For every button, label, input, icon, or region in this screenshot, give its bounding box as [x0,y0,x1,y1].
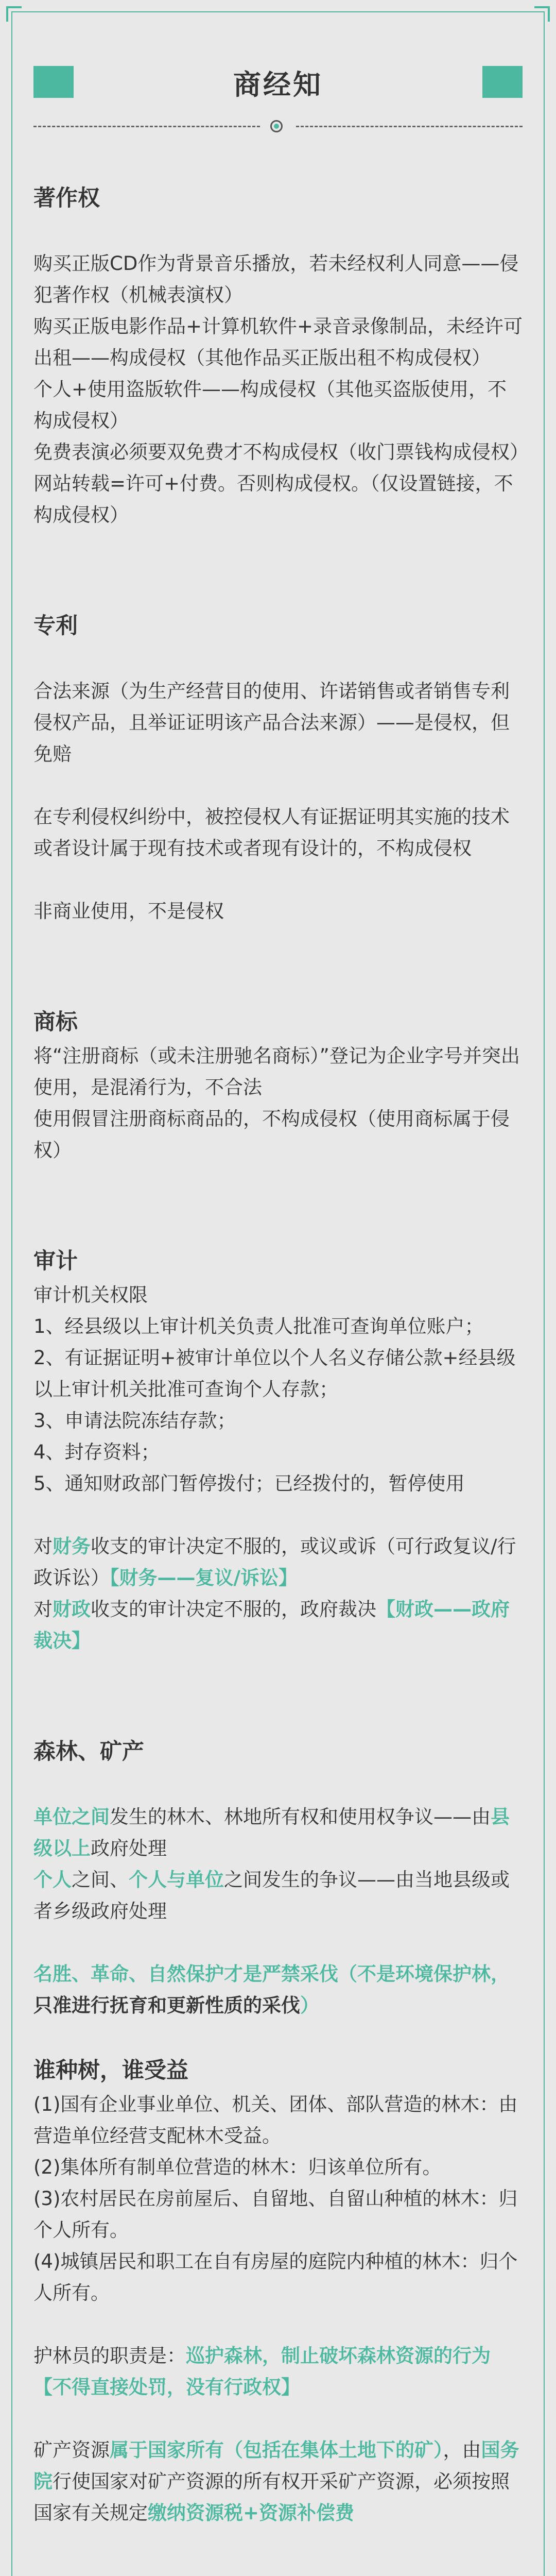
header [0,0,556,139]
copyright-line: 免费表演必须要双免费才不构成侵权（收门票钱构成侵权） [33,441,529,463]
trademark-paragraph: 将“注册商标（或未注册驰名商标）”登记为企业字号并突出使用，是混淆行为，不合法 [33,1045,520,1098]
who-plants-item: (3)农村居民在房前屋后、自留地、自留山种植的林木：归个人所有。 [33,2188,518,2241]
divider-right [296,126,523,127]
audit-item: 5、通知财政部门暂停拨付；已经拨付的，暂停使用 [33,1472,465,1495]
audit-rule-finance: 对财务收支的审计决定不服的，或议或诉（可行政复议/行政诉讼）【财务——复议/诉讼】 [33,1535,516,1589]
section-title-forest: 森林、矿产 [33,1739,144,1765]
forest-dispute-individuals: 个人之间、个人与单位之间发生的争议——由当地县级或者乡级政府处理 [33,1869,510,1922]
audit-rule-fiscal: 对财政收支的审计决定不服的，政府裁决【财政——政府裁决】 [33,1598,510,1652]
section-title-patent: 专利 [33,613,78,639]
audit-item: 1、经县级以上审计机关负责人批准可查询单位账户； [33,1315,484,1337]
subsection-title-who-plants: 谁种树，谁受益 [33,2058,188,2083]
who-plants-item: (4)城镇居民和职工在自有房屋的庭院内种植的林木：归个人所有。 [33,2250,518,2304]
copyright-line: 网站转载=许可+付费。否则构成侵权。（仅设置链接，不构成侵权） [33,472,513,526]
page-title: 商经知 [233,69,323,101]
who-plants-item: (1)国有企业事业单位、机关、团体、部队营造的林木：由营造单位经营支配林木受益。 [33,2093,518,2147]
section-title-copyright: 著作权 [33,185,100,211]
copyright-line: 购买正版电影作品+计算机软件+录音录像制品，未经许可出租——构成侵权（其他作品买正版出租不构成侵权） [33,315,523,369]
trademark-paragraph: 使用假冒注册商标商品的，不构成侵权（使用商标属于侵权） [33,1108,510,1161]
forest-dispute-units: 单位之间发生的林木、林地所有权和使用权争议——由县级以上政府处理 [33,1806,510,1859]
section-title-trademark: 商标 [33,1009,78,1035]
ranger-duty: 护林员的职责是：巡护森林，制止破坏森林资源的行为【不得直接处罚，没有行政权】 [33,2345,491,2398]
audit-subtitle: 审计机关权限 [33,1284,148,1306]
mineral-ownership: 矿产资源属于国家所有（包括在集体土地下的矿），由国务院行使国家对矿产资源的所有权开采矿产资源，必须按照国家有关规定缴纳资源税+资源补偿费 [33,2439,519,2524]
copyright-line: 购买正版CD作为背景音乐播放，若未经权利人同意——侵犯著作权（机械表演权） [33,252,519,306]
audit-item: 3、申请法院冻结存款； [33,1410,236,1432]
patent-paragraph: 合法来源（为生产经营目的使用、许诺销售或者销售专利侵权产品，且举证证明该产品合法来源）——是侵权，但免赔 [33,680,510,765]
patent-paragraph: 在专利侵权纠纷中，被控侵权人有证据证明其实施的技术或者设计属于现有技术或者现有设计的，不构成侵权 [33,806,510,859]
article-body [33,180,529,2529]
patent-paragraph: 非商业使用，不是侵权 [33,900,224,922]
section-title-audit: 审计 [33,1248,78,1274]
who-plants-item: (2)集体所有制单位营造的林木：归该单位所有。 [33,2156,442,2178]
divider-dot-icon [270,120,283,132]
divider-left [33,126,260,127]
copyright-line: 个人+使用盗版软件——构成侵权（其他买盗版使用，不构成侵权） [33,378,507,432]
audit-item: 4、封存资料； [33,1441,160,1463]
forest-scenic-rule: 名胜、革命、自然保护才是严禁采伐（不是环境保护林，只准进行抚育和更新性质的采伐） [33,1963,510,2016]
audit-item: 2、有证据证明+被审计单位以个人名义存储公款+经县级以上审计机关批准可查询个人存款； [33,1347,516,1400]
